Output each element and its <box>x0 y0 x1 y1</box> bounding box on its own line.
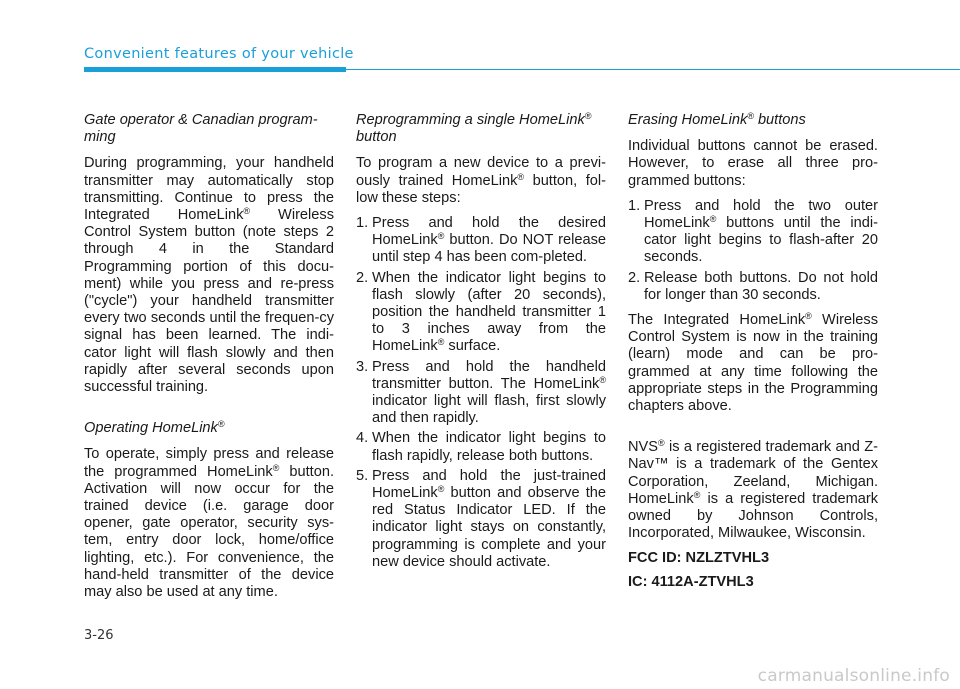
registered-mark: ® <box>217 419 225 430</box>
section-title: Convenient features of your vehicle <box>84 46 354 62</box>
reprogram-steps-list <box>356 215 606 571</box>
registered-mark: ® <box>805 311 812 322</box>
list-item: 4. When the indicator light begins to flash rapidly, release both buttons. <box>356 430 606 464</box>
paragraph-operating: To operate, simply press and release the programmed HomeLink® button. Activation will now occur for the trained device (i.e. garage door opener, gate operator, security sys-tem, entry door lock, home/office lighting, etc.). For convenience, the hand-held transmitter of the device may also be used at any time. <box>84 446 335 601</box>
paragraph-erasing: Individual buttons cannot be erased. However, to erase all three pro-grammed buttons: <box>628 138 878 189</box>
registered-mark: ® <box>658 438 665 449</box>
registered-mark: ® <box>437 484 445 495</box>
list-item: 5. Press and hold the just-trained HomeLink® button and observe the red Status Indicator LED. If the indicator light stays on constantly, programming is complete and your new device should activate. <box>356 467 606 570</box>
paragraph-programming: During programming, your handheld transmitter may automatically stop transmitting. Continue to press the Integrated HomeLink® Wireless Control System button (note steps 2 through 4 in the Standard Programming portion of this docu-ment) while you press and re-press ("cycle") your handheld transmitter every two seconds until the frequen-cy signal has been learned. The indi-cator light will flash slowly and then rapidly after several seconds upon successful training. <box>84 155 334 396</box>
erase-steps-list <box>628 198 878 304</box>
ic-id: IC: 4112A-ZTVHL3 <box>628 573 754 590</box>
heading-reprogramming: Reprogramming a single HomeLink® button <box>356 111 592 146</box>
column-3 <box>628 112 878 597</box>
header-rule-thick <box>84 67 346 72</box>
paragraph-training-mode: The Integrated HomeLink® Wireless Control System is now in the training (learn) mode and can be pro-grammed at any time following the appropriate steps in the Programming chapters above. <box>628 311 879 415</box>
column-2 <box>356 112 606 579</box>
registered-mark: ® <box>437 231 445 242</box>
heading-gate-operator: Gate operator & Canadian program-ming <box>84 112 318 146</box>
list-item: 3. Press and hold the handheld transmitter button. The HomeLink® indicator light will flash, first slowly and then rapidly. <box>356 358 606 427</box>
heading-erasing: Erasing HomeLink® buttons <box>628 111 806 128</box>
registered-mark: ® <box>437 337 445 348</box>
list-item: 1. Press and hold the two outer HomeLink® buttons until the indi-cator light begins to flash-after 20 seconds. <box>628 197 878 266</box>
list-item: 1. Press and hold the desired HomeLink® button. Do NOT release until step 4 has been com-pleted. <box>356 215 606 266</box>
registered-mark: ® <box>272 462 280 473</box>
fcc-id: FCC ID: NZLZTVHL3 <box>628 550 770 567</box>
registered-mark: ® <box>517 171 525 182</box>
list-item: 2. Release both buttons. Do not hold for longer than 30 seconds. <box>628 269 878 303</box>
watermark: carmanualsonline.info <box>757 666 950 686</box>
registered-mark: ® <box>584 111 592 121</box>
paragraph-trademarks: NVS® is a registered trademark and Z-Nav™ is a trademark of the Gentex Corporation, Zeeland, Michigan. HomeLink® is a registered trademark owned by Johnson Controls, Incorporated, Milwaukee, Wisconsin. <box>628 438 878 542</box>
header-rule-thin <box>346 69 960 70</box>
column-1 <box>84 112 334 609</box>
registered-mark: ® <box>243 206 251 217</box>
registered-mark: ® <box>709 214 717 225</box>
registered-mark: ® <box>599 374 606 385</box>
paragraph-reprogram-intro: To program a new device to a previ-ously trained HomeLink® button, fol-low these steps: <box>356 155 606 206</box>
heading-operating-homelink: Operating HomeLink® <box>84 419 225 437</box>
list-item: 2. When the indicator light begins to flash slowly (after 20 seconds), position the handheld transmitter 1 to 3 inches away from the HomeLink® surface. <box>356 269 606 355</box>
page-number: 3-26 <box>84 628 114 643</box>
registered-mark: ® <box>747 111 754 121</box>
section-header <box>84 46 354 62</box>
registered-mark: ® <box>693 489 701 500</box>
